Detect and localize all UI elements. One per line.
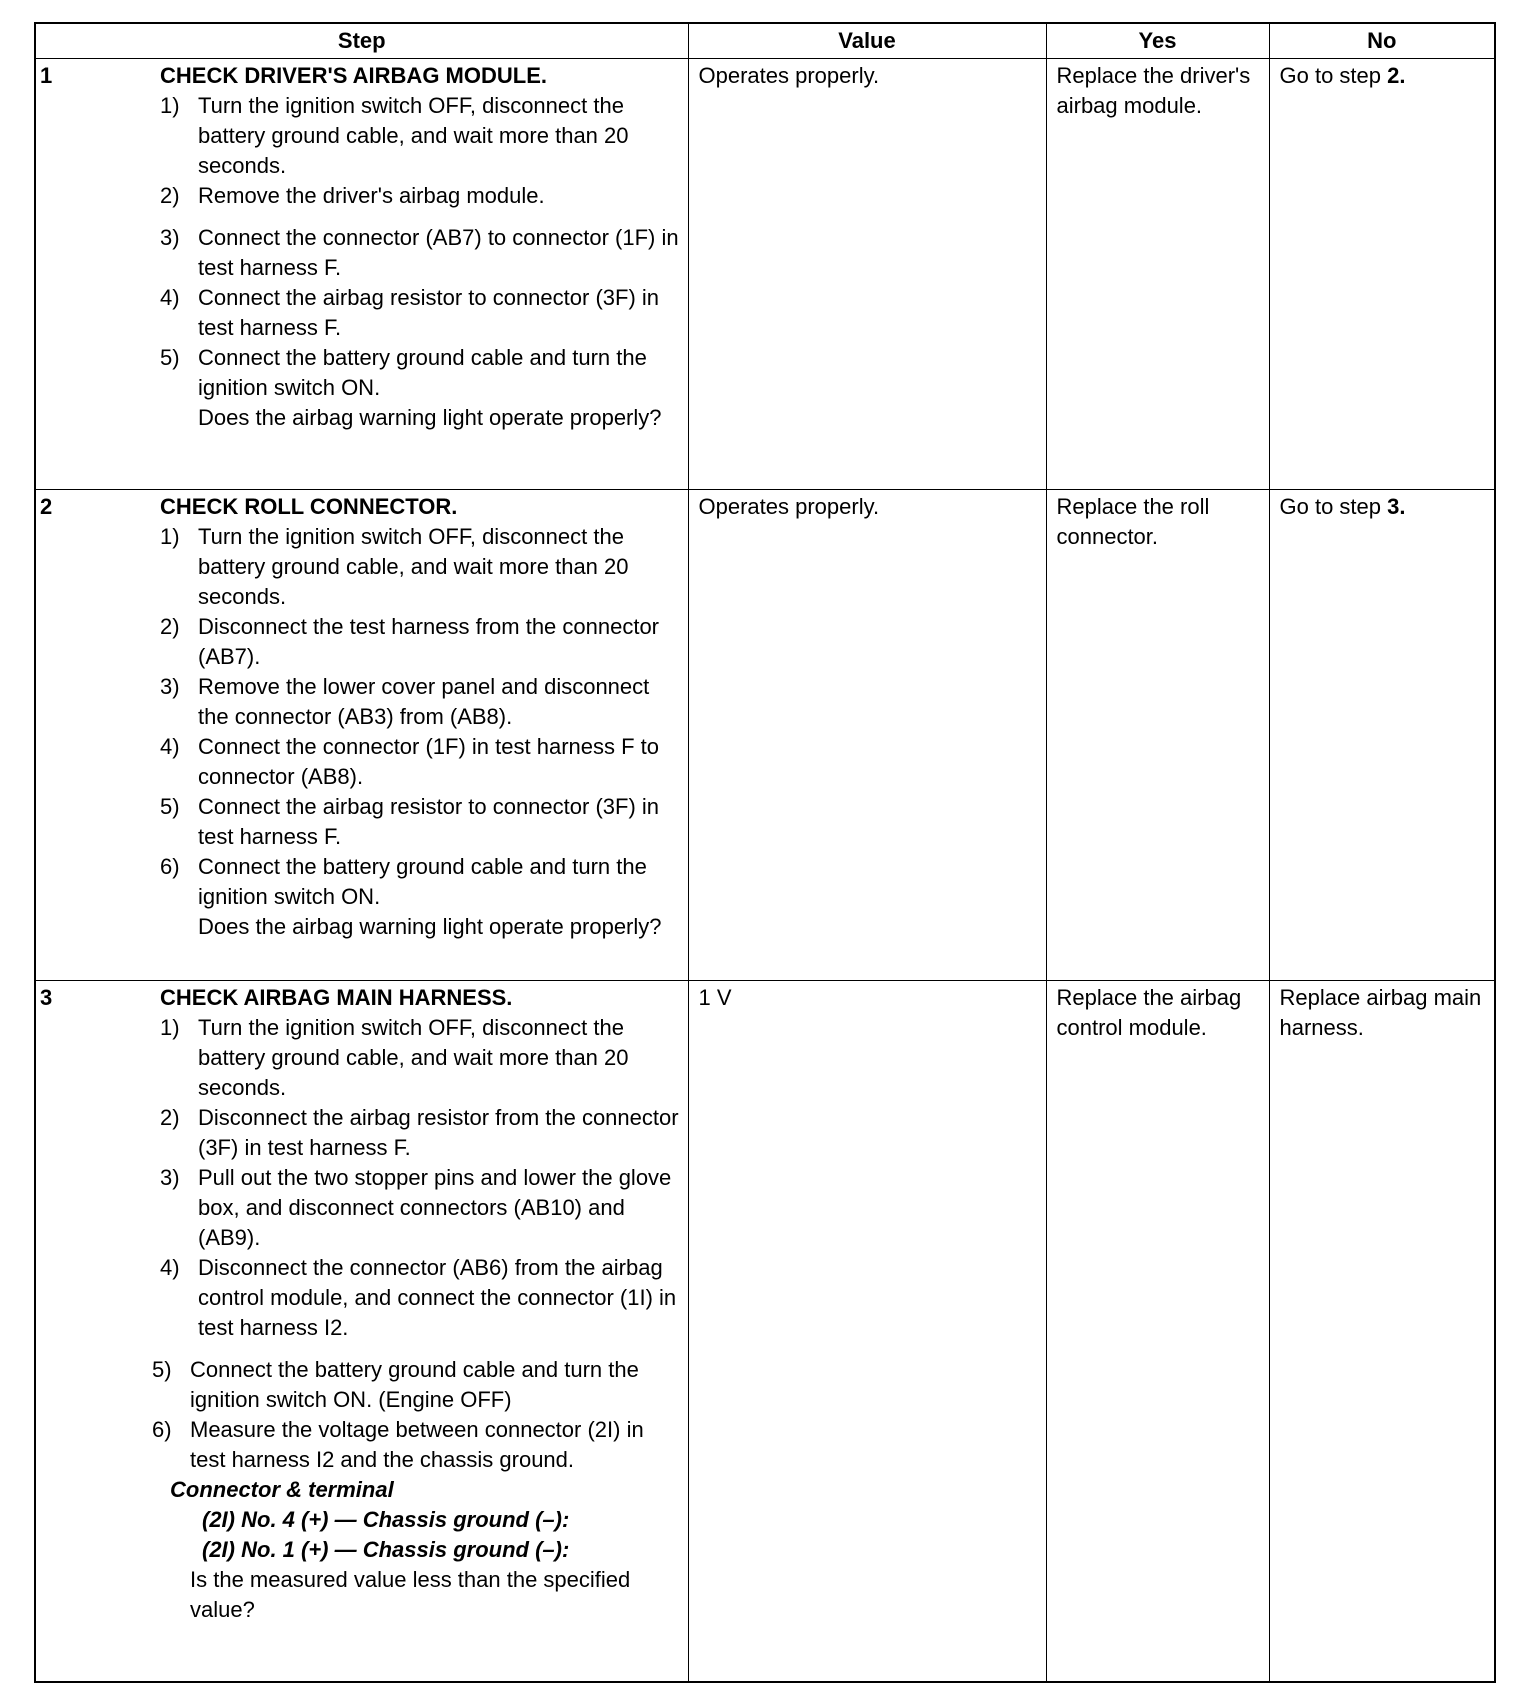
connector-terminal-line: (2I) No. 4 (+) — Chassis ground (–): [202, 1507, 570, 1532]
step-number: 3 [40, 985, 53, 1010]
step-question: Does the airbag warning light operate properly? [198, 405, 662, 430]
step-question: Is the measured value less than the specified value? [190, 1567, 631, 1622]
connector-terminal-line: (2I) No. 1 (+) — Chassis ground (–): [202, 1537, 570, 1562]
value-cell: Operates properly. [688, 59, 1046, 490]
step-cell [35, 490, 688, 981]
step-number: 1 [40, 63, 53, 88]
no-cell: Replace airbag main harness. [1269, 981, 1495, 1683]
sub-step: 2) Disconnect the airbag resistor from the connector (3F) in test harness F. [160, 1105, 679, 1160]
step-title: CHECK ROLL CONNECTOR. [160, 494, 458, 519]
step-title: CHECK DRIVER'S AIRBAG MODULE. [160, 63, 547, 88]
header-yes: Yes [1046, 23, 1269, 59]
sub-step: 3) Remove the lower cover panel and disconnect the connector (AB3) from (AB8). [160, 674, 650, 729]
yes-cell: Replace the driver's airbag module. [1046, 59, 1269, 490]
no-cell: Go to step 2. [1269, 59, 1495, 490]
sub-step: 4) Connect the airbag resistor to connector (3F) in test harness F. [160, 285, 660, 340]
header-no: No [1269, 23, 1495, 59]
header-step: Step [35, 23, 688, 59]
no-cell: Go to step 3. [1269, 490, 1495, 981]
step-number: 2 [40, 494, 53, 519]
sub-step: 5) Connect the airbag resistor to connector (3F) in test harness F. [160, 794, 660, 849]
sub-step: 2) Remove the driver's airbag module. [160, 183, 545, 208]
sub-step: 5) Connect the battery ground cable and turn the ignition switch ON. (Engine OFF) [152, 1357, 639, 1412]
diagnostic-table [34, 22, 1496, 1683]
sub-step: 1) Turn the ignition switch OFF, disconnect the battery ground cable, and wait more than 20 seconds. [160, 1015, 629, 1100]
table-row-step-3 [35, 981, 1495, 1683]
step-question: Does the airbag warning light operate properly? [198, 914, 662, 939]
sub-step: 1) Turn the ignition switch OFF, disconnect the battery ground cable, and wait more than 20 seconds. [160, 93, 629, 178]
sub-step: 3) Pull out the two stopper pins and lower the glove box, and disconnect connectors (AB10) and (AB9). [160, 1165, 672, 1250]
sub-step: 1) Turn the ignition switch OFF, disconnect the battery ground cable, and wait more than 20 seconds. [160, 524, 629, 609]
sub-step: 3) Connect the connector (AB7) to connector (1F) in test harness F. [160, 225, 679, 280]
yes-cell: Replace the roll connector. [1046, 490, 1269, 981]
table-row-step-1 [35, 59, 1495, 490]
sub-step: 4) Disconnect the connector (AB6) from the airbag control module, and connect the connector (1I) in test harness I2. [160, 1255, 677, 1340]
header-row [35, 23, 1495, 59]
yes-cell: Replace the airbag control module. [1046, 981, 1269, 1683]
step-title: CHECK AIRBAG MAIN HARNESS. [160, 985, 513, 1010]
step-link: 2. [1387, 63, 1406, 88]
table-row-step-2 [35, 490, 1495, 981]
sub-step: 2) Disconnect the test harness from the connector (AB7). [160, 614, 660, 669]
step-link: 3. [1387, 494, 1406, 519]
value-cell: 1 V [688, 981, 1046, 1683]
value-cell: Operates properly. [688, 490, 1046, 981]
connector-heading: Connector & terminal [170, 1477, 394, 1502]
sub-step: 4) Connect the connector (1F) in test harness F to connector (AB8). [160, 734, 660, 789]
header-value: Value [688, 23, 1046, 59]
sub-step: 6) Measure the voltage between connector (2I) in test harness I2 and the chassis ground. [152, 1417, 644, 1472]
sub-step: 5) Connect the battery ground cable and turn the ignition switch ON. [160, 345, 647, 400]
step-cell [35, 981, 688, 1683]
sub-step: 6) Connect the battery ground cable and turn the ignition switch ON. [160, 854, 647, 909]
step-cell [35, 59, 688, 490]
